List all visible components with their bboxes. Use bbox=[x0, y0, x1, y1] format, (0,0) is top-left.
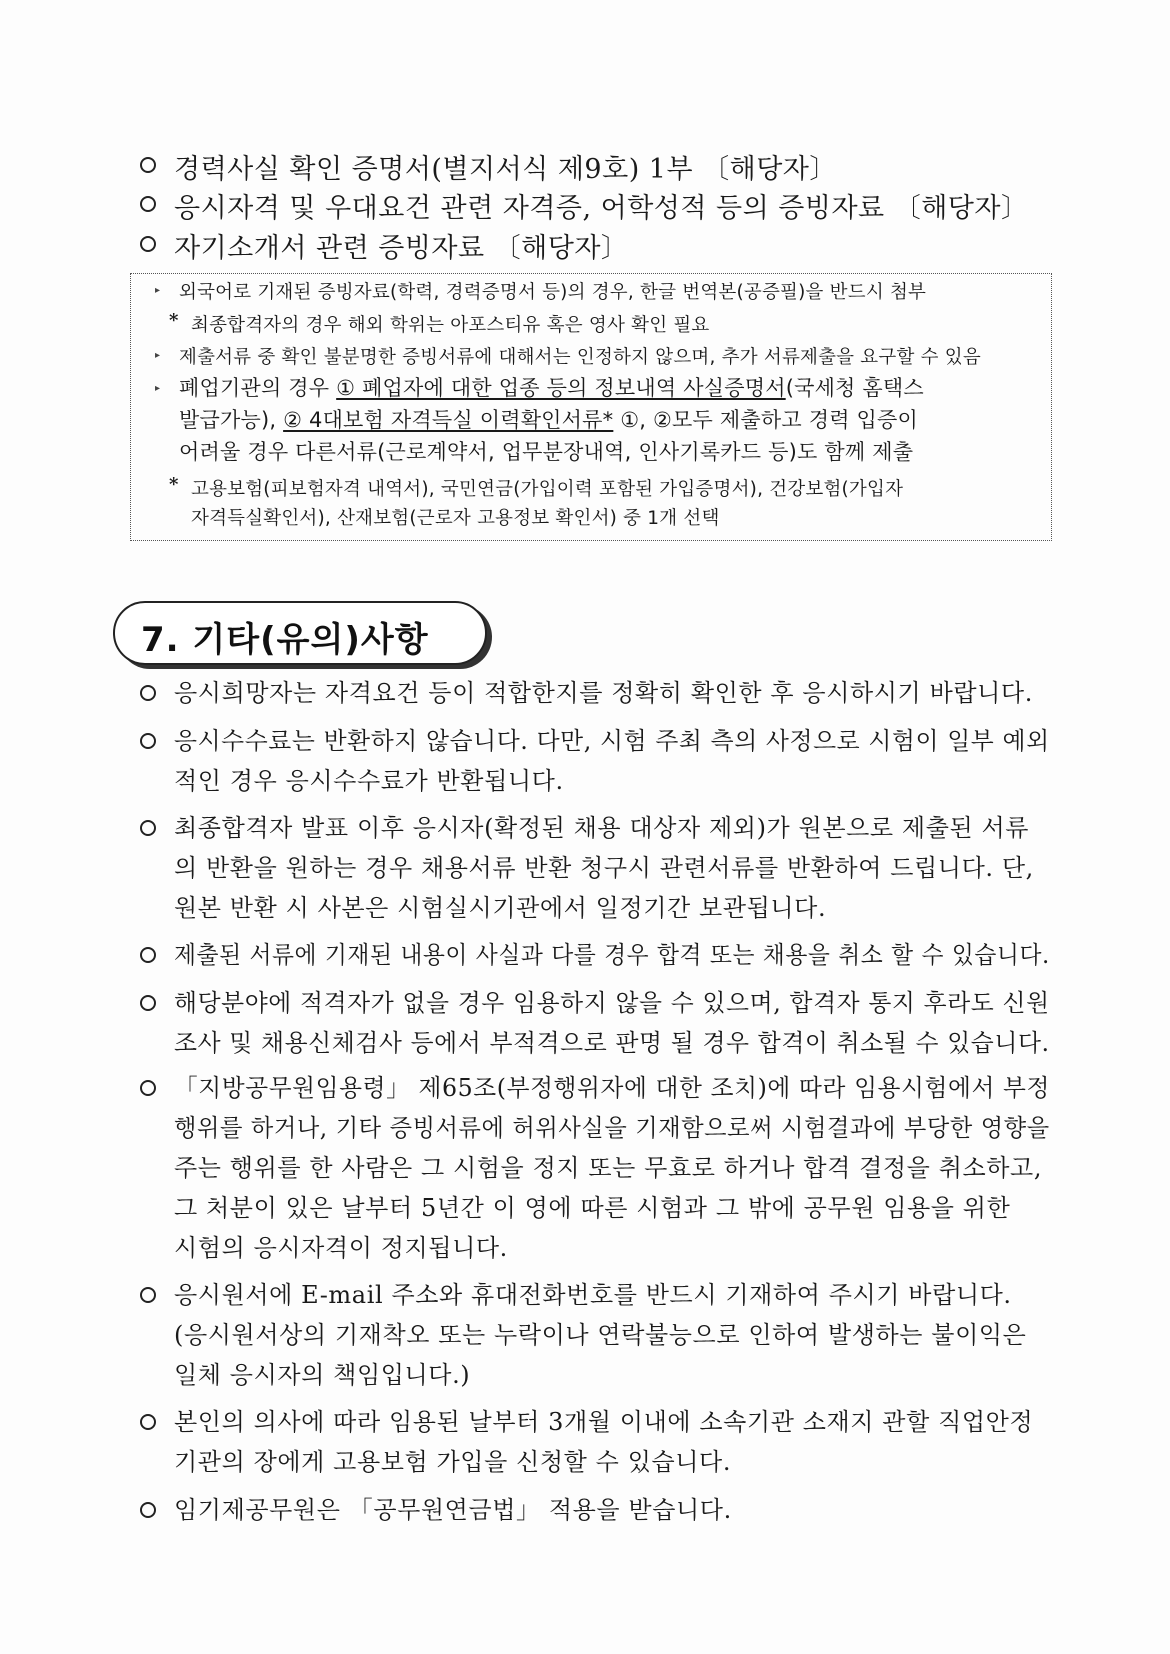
circle-bullet-icon bbox=[140, 1080, 156, 1096]
circle-bullet-icon bbox=[140, 1502, 156, 1518]
circle-bullet-icon bbox=[140, 685, 156, 701]
circle-bullet-icon bbox=[140, 947, 156, 963]
circle-bullet-icon bbox=[140, 196, 156, 212]
notes-box bbox=[130, 273, 1052, 541]
list-item-text: 경력사실 확인 증명서(별지서식 제9호) 1부 〔해당자〕 bbox=[174, 154, 837, 185]
asterisk-icon: * bbox=[169, 310, 179, 331]
list-item-text: 자기소개서 관련 증빙자료 〔해당자〕 bbox=[174, 233, 629, 264]
note-insurance-line2: 자격득실확인서), 산재보험(근로자 고용정보 확인서) 중 1개 선택 bbox=[191, 508, 720, 529]
triangle-bullet-icon: ▸ bbox=[155, 350, 161, 361]
note-insurance: 고용보험(피보험자격 내역서), 국민연금(가입이력 포함된 가입증명서), 건강보험(가입자 bbox=[191, 479, 904, 500]
circle-bullet-icon bbox=[140, 236, 156, 252]
circle-bullet-icon bbox=[140, 157, 156, 173]
circle-bullet-icon bbox=[140, 1414, 156, 1430]
circle-bullet-icon bbox=[140, 995, 156, 1011]
note-foreign-docs: 외국어로 기재된 증빙자료(학력, 경력증명서 등)의 경우, 한글 번역본(공증필)을 반드시 첨부 bbox=[179, 282, 927, 303]
section-heading: 7. 기타(유의)사항 bbox=[113, 601, 487, 665]
circle-bullet-icon bbox=[140, 1287, 156, 1303]
note-closed-institution-line2: 발급가능), ② 4대보험 자격득실 이력확인서류* ①, ②모두 제출하고 경력 입증이 bbox=[179, 408, 919, 432]
note-unclear-docs: 제출서류 중 확인 불분명한 증빙서류에 대해서는 인정하지 않으며, 추가 서류제출을 요구할 수 있음 bbox=[179, 347, 981, 368]
asterisk-icon: * bbox=[169, 474, 179, 495]
circle-bullet-icon bbox=[140, 820, 156, 836]
note-closed-institution: 폐업기관의 경우 ① 폐업자에 대한 업종 등의 정보내역 사실증명서(국세청 홈택스 bbox=[179, 376, 924, 400]
note-closed-institution-line3: 어려울 경우 다른서류(근로계약서, 업무분장내역, 인사기록카드 등)도 함께 제출 bbox=[179, 440, 914, 464]
list-item-text: 응시자격 및 우대요건 관련 자격증, 어학성적 등의 증빙자료 〔해당자〕 bbox=[174, 193, 1029, 224]
note-apostille: 최종합격자의 경우 해외 학위는 아포스티유 혹은 영사 확인 필요 bbox=[191, 315, 710, 336]
document-page: 경력사실 확인 증명서(별지서식 제9호) 1부 〔해당자〕 응시자격 및 우대요건 관련 자격증, 어학성적 등의 증빙자료 〔해당자〕 자기소개서 관련 증빙자료 〔해당자〕 ▸ 외국어로 기재된 증빙자료(학력, 경력증명서 등)의 경우, 한글 번역본(공증필)을 반드시 첨부 * 최종합격자의 경우 해외 학위는 아포스티유 혹은 영사 확인 필요 ▸ 제출서류 중 확인 불분명한 증빙서류에 대해서는 인정하지 않으며, 추가 서류제출을 요구할 수 있음 ▸ 폐업기관의 경우 ① 폐업자에 대한 업종 등의 정보내역 사실증명서(국세청 홈택스 발급가능), ② 4대보험 자격득실 이력확인서류* ①, ②모두 제출하고 경력 입증이 어려울 경우 다른서류(근로계약서, 업무분장내역, 인사기록카드 등)도 함께 제출 * 고용보험(피보험자격 내역서), 국민연금(가입이력 포함된 가입증명서), 건강보험(가입자 자격득실확인서), 산재보험(근로자 고용정보 확인서) 중 1개 선택 7. 기타(유의)사항 응시희망자는 자격요건 등이 적합한지를 정확히 확인한 후 응시하시기 바랍니다. 응시수수료는 반환하지 않습니다. 다만, 시험 주최 측의 사정으로 시험이 일부 예외 적인 경우 응시수수료가 반환됩니다. 최종합격자 발표 이후 응시자(확정된 채용 대상자 제외)가 원본으로 제출된 서류 의 반환을 원하는 경우 채용서류 반환 청구시 관련서류를 반환하여 드립니다. 단, 원본 반환 시 사본은 시험실시기관에서 일정기간 보관됩니다. 제출된 서류에 기재된 내용이 사실과 다를 경우 합격 또는 채용을 취소 할 수 있습니다. 해당분야에 적격자가 없을 경우 임용하지 않을 수 있으며, 합격자 통지 후라도 신원 조사 및 채용신체검사 등에서 부적격으로 판명 될 경우 합격이 취소될 수 있습니다. 「지방공무원임용령」 제65조(부정행위자에 대한 조치)에 따라 임용시험에서 부정 행위를 하거나, 기타 증빙서류에 허위사실을 기재함으로써 시험결과에 부당한 영향을 주는 행위를 한 사람은 그 시험을 정지 또는 무효로 하거나 합격 결정을 취소하고, 그 처분이 있은 날부터 5년간 이 영에 따른 시험과 그 밖에 공무원 임용을 위한 시험의 응시자격이 정지됩니다. 응시원서에 E-mail 주소와 휴대전화번호를 반드시 기재하여 주시기 바랍니다. (응시원서상의 기재착오 또는 누락이나 연락불능으로 인하여 발생하는 불이익은 일체 응시자의 책임입니다.) 본인의 의사에 따라 임용된 날부터 3개월 이내에 소속기관 소재지 관할 직업안정 기관의 장에게 고용보험 가입을 신청할 수 있습니다. 임기제공무원은 「공무원연금법」 적용을 받습니다. bbox=[0, 0, 1170, 1654]
triangle-bullet-icon: ▸ bbox=[155, 383, 161, 394]
circle-bullet-icon bbox=[140, 733, 156, 749]
triangle-bullet-icon: ▸ bbox=[155, 285, 161, 296]
